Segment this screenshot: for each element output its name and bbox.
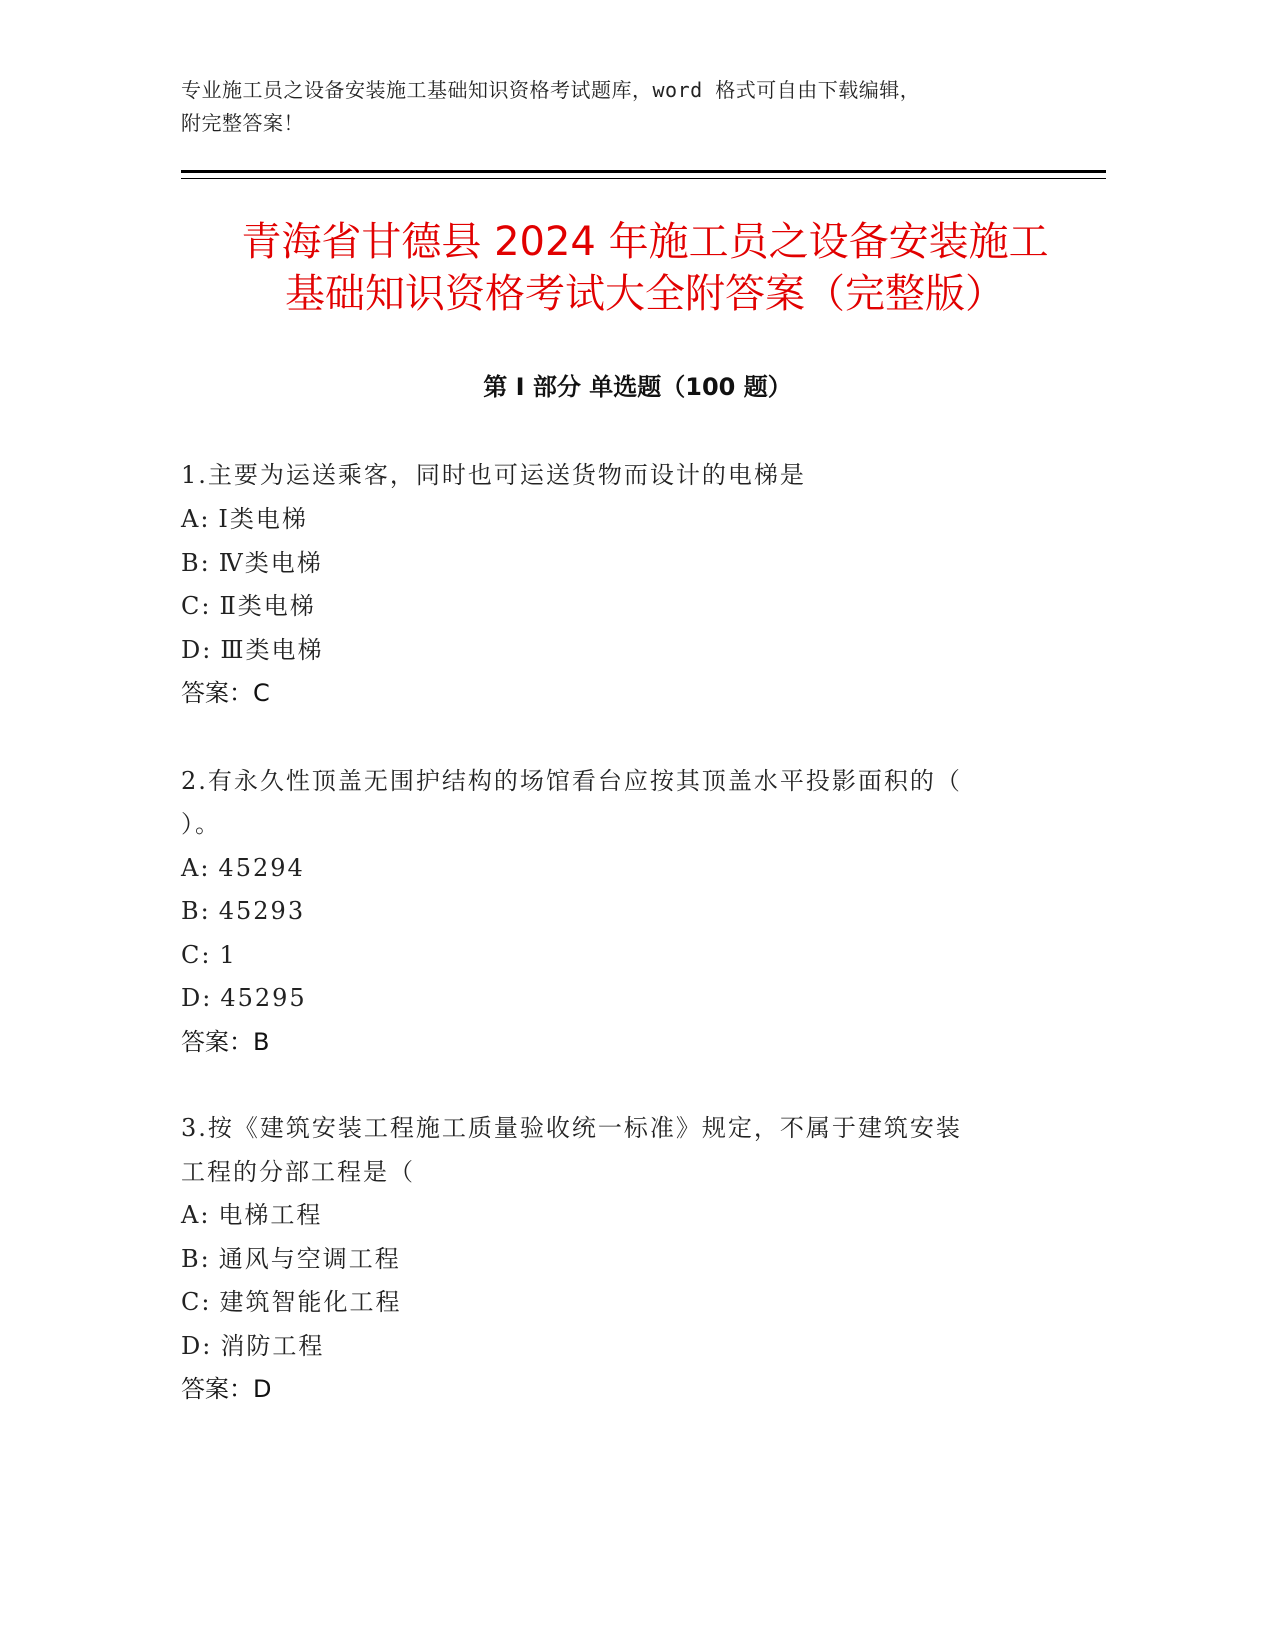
header-rule-thin	[181, 178, 1106, 179]
header-rule-thick	[181, 170, 1106, 173]
option-text: 建筑智能化工程	[219, 1288, 402, 1316]
question-3-answer: 答案：D	[181, 1375, 272, 1403]
question-3-stem: 3.按《建筑安装工程施工质量验收统一标准》规定，不属于建筑安装	[181, 1114, 962, 1142]
option-text: Ⅰ类电梯	[218, 505, 308, 533]
section-heading: 第 I 部分 单选题（100 题）	[483, 373, 792, 401]
option-text: 1	[219, 941, 237, 969]
option-text: 电梯工程	[218, 1201, 323, 1229]
option-text: Ⅲ类电梯	[220, 636, 324, 664]
option-letter: D:	[181, 636, 213, 664]
question-1-option-a	[181, 502, 1041, 536]
intro-line-1: 专业施工员之设备安装施工基础知识资格考试题库，word 格式可自由下载编辑，	[181, 78, 921, 102]
intro-text	[181, 74, 1071, 140]
option-letter: A:	[181, 854, 211, 882]
option-text: 消防工程	[220, 1332, 325, 1360]
question-2-option-c	[181, 938, 1041, 972]
option-letter: C:	[181, 592, 212, 620]
title-line-2: 基础知识资格考试大全附答案（完整版）	[285, 271, 1005, 317]
question-3-option-d	[181, 1329, 1041, 1363]
option-text: 通风与空调工程	[218, 1245, 401, 1273]
document-title	[150, 216, 1140, 320]
option-letter: A:	[181, 1201, 211, 1229]
question-1-answer: 答案：C	[181, 679, 270, 707]
option-letter: D:	[181, 1332, 213, 1360]
option-letter: B:	[181, 897, 211, 925]
option-letter: C:	[181, 1288, 212, 1316]
option-text: Ⅳ类电梯	[218, 549, 323, 577]
question-2-option-d	[181, 981, 1041, 1015]
intro-line-2: 附完整答案！	[181, 111, 304, 135]
question-2-stem: 2.有永久性顶盖无围护结构的场馆看台应按其顶盖水平投影面积的（	[181, 767, 962, 795]
option-letter: A:	[181, 505, 211, 533]
question-1-option-d	[181, 633, 1041, 667]
question-2-option-b	[181, 894, 1041, 928]
question-2-answer: 答案：B	[181, 1028, 270, 1056]
option-letter: C:	[181, 941, 212, 969]
question-3-stem-continued: 工程的分部工程是（	[181, 1158, 415, 1186]
option-text: Ⅱ类电梯	[219, 592, 316, 620]
option-text: 45294	[218, 854, 305, 882]
question-3-option-b	[181, 1242, 1041, 1276]
question-3-option-c	[181, 1285, 1041, 1319]
option-letter: D:	[181, 984, 213, 1012]
option-text: 45295	[220, 984, 307, 1012]
question-2-stem-continued: ）。	[181, 810, 221, 838]
question-1-option-b	[181, 546, 1041, 580]
option-letter: B:	[181, 1245, 211, 1273]
question-1-option-c	[181, 589, 1041, 623]
question-1-stem: 1.主要为运送乘客，同时也可运送货物而设计的电梯是	[181, 461, 806, 489]
question-3-option-a	[181, 1198, 1041, 1232]
title-line-1: 青海省甘德县 2024 年施工员之设备安装施工	[241, 219, 1049, 265]
question-2-option-a	[181, 851, 1041, 885]
option-text: 45293	[218, 897, 306, 925]
option-letter: B:	[181, 549, 211, 577]
